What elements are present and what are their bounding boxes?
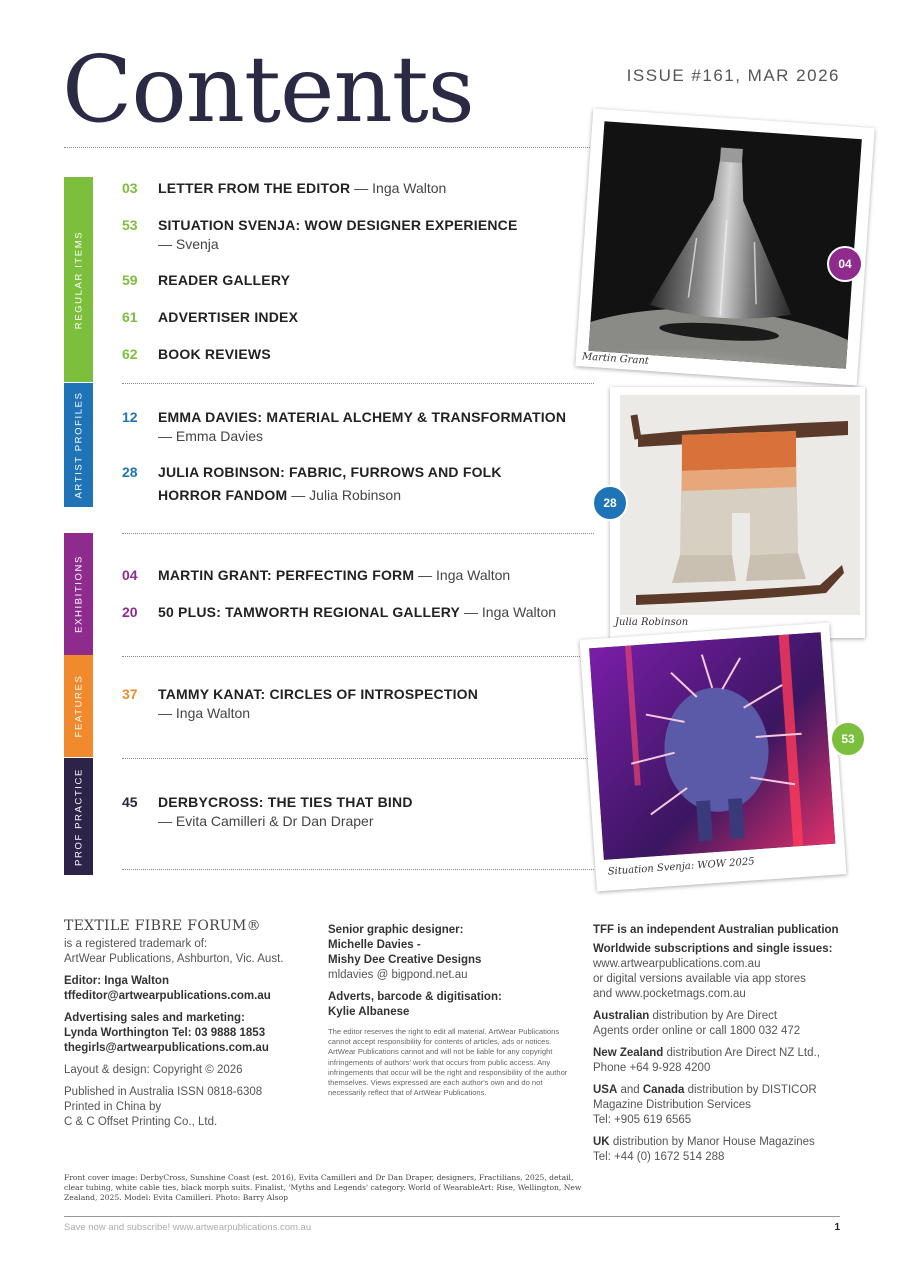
subs-pocketmags: and www.pocketmags.com.au — [593, 988, 746, 1000]
designer-company: Mishy Dee Creative Designs — [328, 954, 482, 966]
page-badge[interactable]: 28 — [592, 485, 628, 521]
adverts-name: Kylie Albanese — [328, 1006, 410, 1018]
entry-author: — Svenja — [158, 236, 219, 252]
entry-title: MARTIN GRANT: PERFECTING FORM — [158, 567, 415, 583]
entry-author: — Inga Walton — [460, 604, 557, 620]
textile-image — [620, 395, 860, 615]
photo-situation-svenja[interactable] — [580, 623, 847, 892]
usa-distribution: distribution by DISTICOR — [684, 1084, 817, 1096]
entry-author: — Evita Camilleri & Dr Dan Draper — [158, 813, 374, 829]
section-bar-exhibitions — [64, 533, 93, 655]
entry-title: 50 PLUS: TAMWORTH REGIONAL GALLERY — [158, 604, 461, 620]
entry-title: DERBYCROSS: THE TIES THAT BIND — [158, 794, 413, 810]
masthead-column — [64, 919, 314, 1137]
printer-name: C & C Offset Printing Co., Ltd. — [64, 1116, 218, 1128]
ads-contact: Lynda Worthington Tel: 03 9888 1853 — [64, 1027, 266, 1039]
page-number: 20 — [122, 604, 138, 620]
photo-martin-grant[interactable] — [575, 108, 874, 385]
section-bar-prof-practice — [64, 758, 93, 875]
section-bar-artist-profiles — [64, 383, 93, 507]
photo-julia-robinson[interactable] — [610, 387, 865, 638]
entry-title: SITUATION SVENJA: WOW DESIGNER EXPERIENCE — [158, 217, 518, 233]
designer-email[interactable]: mldavies @ bigpond.net.au — [328, 969, 468, 981]
divider — [122, 869, 594, 870]
page-title: Contents — [62, 36, 474, 143]
divider — [64, 147, 594, 148]
page-number: 53 — [122, 217, 138, 233]
section-label: REGULAR ITEMS — [73, 230, 84, 329]
entry-title: TAMMY KANAT: CIRCLES OF INTROSPECTION — [158, 686, 479, 702]
au-country: Australian — [593, 1010, 650, 1022]
entry-title: READER GALLERY — [158, 272, 291, 288]
section-label: EXHIBITIONS — [73, 555, 84, 633]
au-distribution: distribution by Are Direct — [649, 1010, 778, 1022]
trademark-owner: ArtWear Publications, Ashburton, Vic. Aust. — [64, 953, 284, 965]
gown-image — [588, 121, 861, 368]
subs-heading: Worldwide subscriptions and single issues: — [593, 943, 833, 955]
page-number: 28 — [122, 464, 138, 480]
page-number: 04 — [122, 567, 138, 583]
entry-author: — Julia Robinson — [287, 487, 401, 503]
issue-label: ISSUE #161, MAR 2026 — [626, 66, 840, 85]
divider — [122, 533, 594, 534]
nz-phone: Phone +64 9-928 4200 — [593, 1062, 711, 1074]
brand-name: TEXTILE FIBRE FORUM® — [64, 918, 261, 934]
printer-intro: Printed in China by — [64, 1101, 162, 1113]
page-number: 61 — [122, 309, 138, 325]
canada-country: Canada — [642, 1084, 685, 1096]
uk-country: UK — [593, 1136, 610, 1148]
divider — [122, 383, 594, 384]
entry-title: JULIA ROBINSON: FABRIC, FURROWS AND FOLK HORROR FANDOM — [158, 464, 502, 503]
issn: Published in Australia ISSN 0818-6308 — [64, 1086, 263, 1098]
section-bar-regular-items — [64, 177, 93, 382]
entry-author: — Emma Davies — [158, 428, 264, 444]
copyright: Layout & design: Copyright © 2026 — [64, 1064, 243, 1076]
footer-subscribe[interactable]: Save now and subscribe! www.artwearpublications.com.au — [64, 1222, 312, 1233]
page-number: 45 — [122, 794, 138, 810]
page-number: 12 — [122, 409, 138, 425]
page-number: 62 — [122, 346, 138, 362]
section-label: PROF PRACTICE — [73, 767, 84, 866]
entry-title: LETTER FROM THE EDITOR — [158, 180, 351, 196]
wow-costume-image — [589, 632, 835, 860]
editor-email[interactable]: tffeditor@artwearpublications.com.au — [64, 990, 271, 1002]
subs-url[interactable]: www.artwearpublications.com.au — [593, 958, 761, 970]
design-column — [328, 923, 570, 1105]
usa-country: USA — [593, 1084, 618, 1096]
section-label: ARTIST PROFILES — [73, 391, 84, 499]
entry-author: — Inga Walton — [414, 567, 511, 583]
page-number: 03 — [122, 180, 138, 196]
page-number: 37 — [122, 686, 138, 702]
entry-title: ADVERTISER INDEX — [158, 309, 299, 325]
designer-name: Michelle Davies - — [328, 939, 421, 951]
section-bar-features — [64, 655, 93, 757]
designer-heading: Senior graphic designer: — [328, 924, 464, 936]
entry-title: BOOK REVIEWS — [158, 346, 271, 362]
nz-country: New Zealand — [593, 1047, 664, 1059]
photo-caption: Martin Grant — [581, 351, 650, 367]
page-badge[interactable]: 53 — [830, 721, 866, 757]
editor-name: Editor: Inga Walton — [64, 975, 169, 987]
entry-title: EMMA DAVIES: MATERIAL ALCHEMY & TRANSFORMATION — [158, 409, 567, 425]
ads-heading: Advertising sales and marketing: — [64, 1012, 245, 1024]
subs-digital: or digital versions available via app stores — [593, 973, 806, 985]
page-number-footer: 1 — [834, 1222, 840, 1233]
nz-distribution: distribution Are Direct NZ Ltd., — [663, 1047, 820, 1059]
page-number: 59 — [122, 272, 138, 288]
divider — [122, 758, 594, 759]
independent-note: TFF is an independent Australian publication — [593, 924, 839, 936]
entry-author: — Inga Walton — [350, 180, 447, 196]
au-agents: Agents order online or call 1800 032 472 — [593, 1025, 801, 1037]
distribution-column — [593, 923, 843, 1172]
usa-company: Magazine Distribution Services — [593, 1099, 751, 1111]
uk-distribution: distribution by Manor House Magazines — [609, 1136, 815, 1148]
photo-caption: Julia Robinson — [615, 617, 689, 628]
section-label: FEATURES — [73, 674, 84, 738]
uk-phone: Tel: +44 (0) 1672 514 288 — [593, 1151, 725, 1163]
cover-credit: Front cover image: DerbyCross, Sunshine Coast (est. 2016), Evita Camilleri and Dr Dan Draper, designers, Fractilians, 2025, detail, clear tubing, white cable ties, black morph suits. Finalist, 'Myths and Legends' category. World of WearableArt: Rise, Wellington, New Zealand, 2025. Model: Evita Camilleri. Photo: Barry Alsop — [64, 1173, 582, 1202]
page-badge[interactable]: 04 — [827, 246, 863, 282]
ads-email[interactable]: thegirls@artwearpublications.com.au — [64, 1042, 269, 1054]
disclaimer: The editor reserves the right to edit all material. ArtWear Publications cannot accept responsibility for contents of articles, ads or notices. ArtWear Publications cannot and will not be liable for any copyright infringements of authors' work that occurs from public access. Any infringements that occur will be the right and responsibility of the author themselves. Views expressed are each author's own and do not necessarily reflect that of ArtWear Publications. — [328, 1027, 568, 1098]
photo-caption: Situation Svenja: WOW 2025 — [607, 856, 755, 878]
divider — [122, 656, 594, 657]
footer-rule — [64, 1216, 840, 1217]
adverts-heading: Adverts, barcode & digitisation: — [328, 991, 502, 1003]
entry-author: — Inga Walton — [158, 705, 251, 721]
usa-and: and — [617, 1084, 643, 1096]
usa-phone: Tel: +905 619 6565 — [593, 1114, 692, 1126]
trademark-text: is a registered trademark of: — [64, 938, 208, 950]
